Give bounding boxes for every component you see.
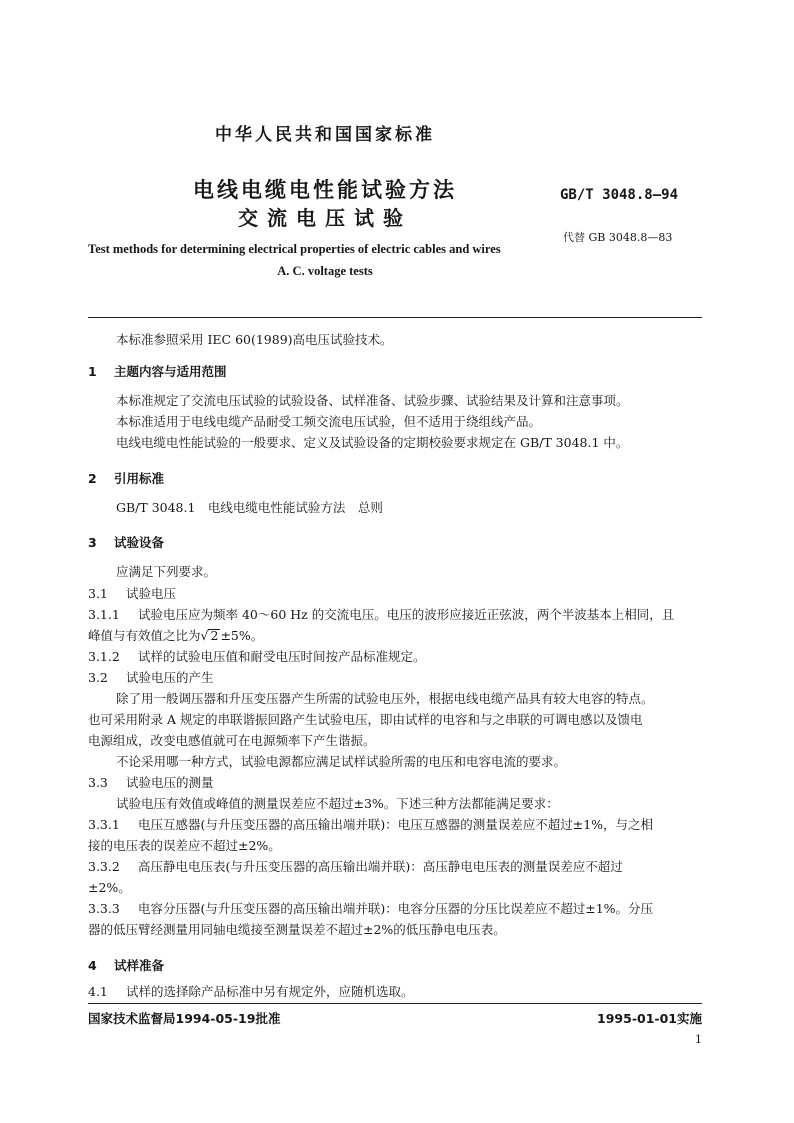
clause-title: 试验电压 — [126, 586, 177, 601]
clause-text: ±5%。 — [220, 628, 264, 643]
page-number: 1 — [695, 1033, 702, 1046]
clause-3-2 — [88, 668, 214, 688]
clause-text: 电容分压器(与升压变压器的高压输出端并联)：电容分压器的分压比误差应不超过±1%。分压 — [138, 901, 654, 916]
footer-divider — [88, 1003, 702, 1004]
clause-number: 3.3 — [88, 775, 108, 790]
clause-title: 试验电压的产生 — [126, 670, 214, 685]
section-number: 4 — [88, 958, 97, 973]
section-number: 1 — [88, 364, 97, 379]
section-number: 2 — [88, 471, 97, 486]
section-1-paragraph-2: 本标准适用于电线电缆产品耐受工频交流电压试验，但不适用于绕组线产品。 — [116, 414, 542, 429]
clause-3-3-2-line-2: ±2%。 — [88, 880, 131, 895]
clause-4-1 — [88, 982, 414, 1002]
section-title: 主题内容与适用范围 — [114, 364, 227, 379]
referenced-standard: GB/T 3048.1 电线电缆电性能试验方法 总则 — [116, 500, 383, 515]
clause-3-3-1-line-1 — [88, 815, 653, 835]
section-number: 3 — [88, 535, 97, 550]
section-title: 试验设备 — [114, 535, 165, 550]
section-2-heading — [88, 469, 164, 487]
clause-3-1 — [88, 584, 176, 604]
section-3-heading — [88, 533, 164, 551]
clause-text: 峰值与有效值之比为 — [88, 628, 201, 643]
header-divider — [88, 317, 702, 318]
clause-number: 3.1 — [88, 586, 108, 601]
english-title: Test methods for determining electrical properties of electric cables and wires — [88, 242, 501, 256]
intro-paragraph: 本标准参照采用 IEC 60(1989)高电压试验技术。 — [116, 332, 393, 347]
clause-number: 4.1 — [88, 984, 108, 999]
document-subtitle-cn: 交流电压试验 — [238, 206, 412, 230]
effective-date: 1995-01-01实施 — [597, 1011, 702, 1026]
clause-text: 电压互感器(与升压变压器的高压输出端并联)：电压互感器的测量误差应不超过±1%，与之相 — [138, 817, 654, 832]
clause-3-2-paragraph-2: 不论采用哪一种方式，试验电源都应满足试样试验所需的电压和电容电流的要求。 — [116, 754, 567, 769]
approval-statement: 国家技术监督局1994-05-19批准 — [88, 1011, 281, 1026]
document-title-cn: 电线电缆电性能试验方法 — [193, 178, 457, 202]
clause-3-3 — [88, 773, 214, 793]
clause-3-1-2 — [88, 647, 426, 667]
section-3-intro: 应满足下列要求。 — [116, 564, 217, 579]
clause-number: 3.1.2 — [88, 649, 120, 664]
section-1-heading — [88, 362, 227, 380]
clause-3-3-1-line-2: 接的电压表的误差应不超过±2%。 — [88, 838, 281, 853]
clause-3-3-3-line-1 — [88, 899, 653, 919]
clause-number: 3.1.1 — [88, 607, 120, 622]
clause-number: 3.3.1 — [88, 817, 120, 832]
section-title: 试样准备 — [114, 958, 165, 973]
replaces-standard: 代替 GB 3048.8—83 — [563, 231, 673, 244]
clause-3-2-paragraph-line-1: 除了用一般调压器和升压变压器产生所需的试验电压外，根据电线电缆产品具有较大电容的特点。 — [116, 691, 654, 706]
section-4-heading — [88, 956, 164, 974]
clause-title: 试验电压的测量 — [126, 775, 214, 790]
clause-number: 3.3.3 — [88, 901, 120, 916]
english-subtitle: A. C. voltage tests — [277, 264, 373, 278]
clause-3-2-paragraph-line-3: 电源组成，改变电感值就可在电源频率下产生谐振。 — [88, 733, 376, 748]
clause-number: 3.2 — [88, 670, 108, 685]
clause-number: 3.3.2 — [88, 859, 120, 874]
clause-3-3-2-line-1 — [88, 857, 623, 877]
section-1-paragraph-3: 电线电缆电性能试验的一般要求、定义及试验设备的定期校验要求规定在 GB/T 3048.1 中。 — [116, 435, 629, 450]
national-standard-heading: 中华人民共和国国家标准 — [215, 125, 435, 145]
section-1-paragraph-1: 本标准规定了交流电压试验的试验设备、试样准备、试验步骤、试验结果及计算和注意事项。 — [116, 393, 629, 408]
clause-3-3-paragraph: 试验电压有效值或峰值的测量误差应不超过±3%。下述三种方法都能满足要求： — [116, 796, 559, 811]
sqrt-radicand: 2 — [210, 628, 219, 643]
clause-text: 试样的试验电压值和耐受电压时间按产品标准规定。 — [138, 649, 426, 664]
standard-code: GB/T 3048.8—94 — [560, 187, 679, 203]
clause-3-1-1-line-1 — [88, 605, 674, 625]
clause-text: 高压静电电压表(与升压变压器的高压输出端并联)：高压静电电压表的测量误差应不超过 — [138, 859, 623, 874]
clause-text: 试验电压应为频率 40～60 Hz 的交流电压。电压的波形应接近正弦波，两个半波基本上相同，且 — [138, 607, 675, 622]
clause-3-1-1-line-2: 峰值与有效值之比为√ 2 ±5%。 — [88, 628, 264, 643]
clause-text: 试样的选择除产品标准中另有规定外，应随机选取。 — [126, 984, 414, 999]
section-title: 引用标准 — [114, 471, 165, 486]
clause-3-3-3-line-2: 器的低压臂经测量用同轴电缆接至测量误差不超过±2%的低压静电电压表。 — [88, 922, 506, 937]
clause-3-2-paragraph-line-2: 也可采用附录 A 规定的串联谐振回路产生试验电压，即由试样的电容和与之串联的可调电感以及馈电 — [88, 712, 643, 727]
